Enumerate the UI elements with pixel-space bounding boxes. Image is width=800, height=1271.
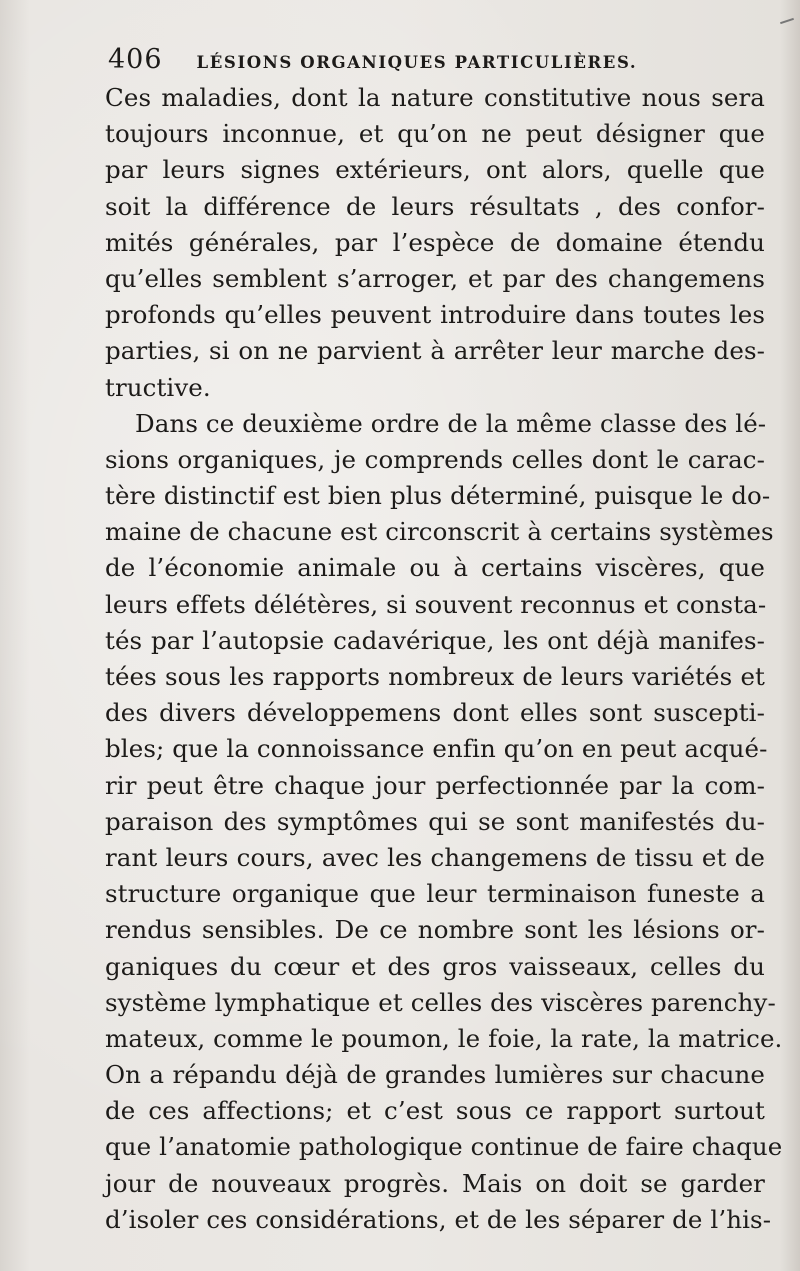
text-line: de l’économie animale ou à certains viscères, que [105, 553, 765, 583]
text-line: rendus sensibles. De ce nombre sont les lésions or- [105, 915, 765, 945]
text-line: tère distinctif est bien plus déterminé, puisque le do- [105, 481, 771, 511]
text-line: paraison des symptômes qui se sont manifestés du- [105, 806, 765, 836]
text-line: bles; que la connoissance enfin qu’on en peut acqué- [105, 734, 768, 764]
text-line: profonds qu’elles peuvent introduire dans toutes les [105, 300, 765, 330]
text-line: rant leurs cours, avec les changemens de tissu et de [105, 842, 765, 872]
text-line: des divers développemens dont elles sont suscepti- [105, 698, 765, 728]
text-line: tés par l’autopsie cadavérique, les ont déjà manifes- [105, 625, 765, 655]
body-text [105, 80, 783, 1238]
text-line: d’isoler ces considérations, et de les séparer de l’his- [105, 1204, 772, 1234]
text-line: structure organique que leur terminaison funeste a [105, 879, 765, 909]
text-line: qu’elles semblent s’arroger, et par des changemens [105, 263, 765, 293]
text-line: tées sous les rapports nombreux de leurs variétés et [105, 662, 765, 691]
text-line: soit la différence de leurs résultats , des confor- [105, 191, 765, 221]
running-head [108, 44, 668, 78]
text-line: ganiques du cœur et des gros vaisseaux, celles du [105, 951, 765, 981]
text-line: Ces maladies, dont la nature constitutive nous sera [105, 83, 765, 112]
text-line: leurs effets délétères, si souvent reconnus et consta- [105, 589, 767, 619]
text-line: sions organiques, je comprends celles dont le carac- [105, 444, 765, 474]
margin-mark [780, 18, 794, 24]
text-line: tructive. [105, 372, 211, 402]
text-line: parties, si on ne parvient à arrêter leur marche des- [105, 336, 765, 366]
text-line: rir peut être chaque jour perfectionnée par la com- [105, 770, 765, 800]
running-title: LÉSIONS ORGANIQUES PARTICULIÈRES. [196, 53, 638, 72]
text-line: On a répandu déjà de grandes lumières sur chacune [105, 1060, 765, 1090]
paragraph-start: Dans ce deuxième ordre de la même classe des lé- [135, 408, 767, 438]
text-line: par leurs signes extérieurs, ont alors, quelle que [105, 155, 765, 185]
text-line: maine de chacune est circonscrit à certains systèmes [105, 517, 774, 547]
text-line: toujours inconnue, et qu’on ne peut désigner que [105, 119, 765, 149]
text-line: de ces affections; et c’est sous ce rapport surtout [105, 1096, 765, 1126]
text-line: mités générales, par l’espèce de domaine étendu [105, 227, 765, 257]
page-number: 406 [108, 44, 163, 75]
text-line: mateux, comme le poumon, le foie, la rate, la matrice. [105, 1023, 783, 1053]
text-line: que l’anatomie pathologique continue de faire chaque [105, 1132, 783, 1162]
text-line: système lymphatique et celles des viscères parenchy- [105, 987, 776, 1017]
text-line: jour de nouveaux progrès. Mais on doit se garder [105, 1168, 765, 1198]
